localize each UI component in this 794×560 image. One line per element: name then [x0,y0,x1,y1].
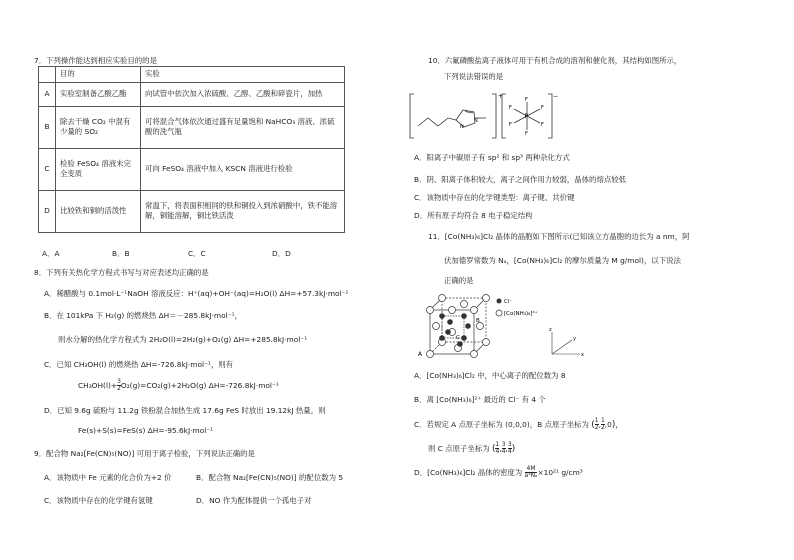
table-row [39,82,345,106]
row-purpose: 实验室制备乙酸乙酯 [56,82,141,106]
legend-chloride: Cl⁻ [504,299,513,305]
q7-table [38,66,345,233]
q10-option-c: C．该物质中存在的化学键类型：离子键、共价键 [414,193,575,202]
fraction: $\frac{1}{2}$ [594,417,599,432]
ionic-liquid-structure-diagram [408,92,558,142]
fraction: $\frac{3}{2}$ [117,378,121,393]
fraction: $\frac{3}{4}$ [507,441,512,456]
row-purpose: 检验 FeSO₄ 溶液未完全变质 [56,148,141,190]
row-key: B [39,106,56,148]
q8-option-a: A．稀醋酸与 0.1mol·L⁻¹NaOH 溶液反应：H⁺(aq)+OH⁻(aq)=H₂O(l) ΔH=+57.3kJ·mol⁻¹ [44,289,349,298]
f-atom-label: F [525,131,528,137]
f-atom-label: F [541,105,544,111]
q11-option-c-line2: 则 C 点原子坐标为 ( $\frac{1}{4}$ , $\frac{3}{4}$ , $\frac{3}{4}$ ) [428,441,516,456]
n-atom-label: N [460,124,464,130]
q8-option-c-line1: C．已知 CH₃OH(l) 的燃烧热 ΔH=-726.8kJ·mol⁻¹，则有 [44,360,234,369]
anion-charge: − [553,93,558,100]
f-atom-label: F [509,105,512,111]
q10-option-a: A．阳离子中碳原子有 sp² 和 sp³ 两种杂化方式 [414,153,570,162]
q11-option-c-line1: C．若规定 A 点原子坐标为 (0,0,0)，B 点原子坐标为 ( $\frac{1}{2}$ , $\frac{1}{2}$ ,0)， [414,417,623,432]
row-purpose: 除去干燥 CO₂ 中混有少量的 SO₂ [56,106,141,148]
n-atom-label: N [474,118,478,124]
table-header-row [39,67,345,83]
row-experiment: 向试管中依次加入浓硫酸、乙醇、乙酸和碎瓷片，加热 [141,82,345,106]
cation-charge: + [498,93,504,100]
row-key: A [39,82,56,106]
fraction: $\frac{4M}{\text{a³Nₐ}}$ [524,465,538,480]
q10-stem-line2: 下列说法错误的是 [444,72,504,81]
point-b-label: B [476,318,480,324]
f-atom-label: F [525,97,528,103]
row-key: D [39,190,56,232]
q9-option-c: C．该物质中存在的化学键有氢键 [44,496,153,505]
q9-stem: 9．配合物 Na₂[Fe(CN)₅(NO)] 可用于离子检验，下列说法正确的是 [34,449,255,458]
q9-option-d: D．NO 作为配体提供一个孤电子对 [196,496,312,505]
q8-stem: 8．下列有关热化学方程式书写与对应表述均正确的是 [34,268,209,277]
legend-co-complex: [Co(NH₃)₆]²⁺ [504,311,538,317]
table-row [39,190,345,232]
axis-y-label: y [573,336,576,342]
option-d: D．D [272,249,291,258]
q10-stem-line1: 10．六氟磷酸盐离子液体可用于有机合成的溶剂和催化剂，其结构如图所示， [428,56,682,65]
option-c: C．C [188,249,206,258]
q11-stem-line1: 11．[Co(NH₃)₆]Cl₂ 晶体的晶胞如下图所示(已知该立方晶胞的边长为 a nm，阿 [428,232,690,241]
q8-option-d-line1: D．已知 9.6g 硫粉与 11.2g 铁粉混合加热生成 17.6g FeS 时放出 19.12kJ 热量，则 [44,406,326,415]
q9-option-b: B．配合物 Na₂[Fe(CN)₅(NO)] 的配位数为 5 [196,473,344,482]
q11-stem-line3: 正确的是 [444,276,474,285]
q8-option-d-line2: Fe(s)+S(s)=FeS(s) ΔH=-95.6kJ·mol⁻¹ [78,426,214,435]
q11-option-a: A．[Co(NH₃)₆]Cl₂ 中，中心离子的配位数为 8 [414,371,566,380]
point-c-label: C [456,335,460,341]
q7-options [42,249,291,258]
table-header-purpose: 目的 [56,67,141,83]
option-a: A．A [42,249,60,258]
point-a-label: A [418,351,423,358]
fraction: $\frac{1}{4}$ [495,441,500,456]
axis-z-label: z [549,327,552,333]
coordinate-c: ( [491,443,496,454]
q8-option-c-line2: CH₃OH(l)+ $\frac{3}{2}$ O₂(g)=CO₂(g)+2H₂O(g) ΔH=-726.8kJ·mol⁻¹ [78,378,279,393]
f-atom-label: F [541,122,544,128]
table-row [39,148,345,190]
q7-stem: 7．下列操作能达到相应实验目的的是 [34,56,157,65]
q11-stem-line2: 伏加德罗常数为 Nₐ，[Co(NH₃)₆]Cl₂ 的摩尔质量为 M g/mol)，以下说法 [444,256,681,265]
q11-option-b: B．离 [Co(NH₃)₆]²⁺ 最近的 Cl⁻ 有 4 个 [414,395,546,404]
row-experiment: 可将混合气体依次通过盛有足量饱和 NaHCO₃ 溶液、浓硫酸的洗气瓶 [141,106,345,148]
row-experiment: 常温下，将表面积相同的铁和铜投入到浓硝酸中，铁不能溶解，铜能溶解，铜比铁活泼 [141,190,345,232]
axis-x-label: x [581,352,584,358]
q11-option-d: D．[Co(NH₃)₆]Cl₂ 晶体的密度为 $\frac{4M}{\text{a³Nₐ}}$ ×10²¹ g/cm³ [414,465,583,480]
f-atom-label: F [509,122,512,128]
p-atom-label: P [524,113,529,120]
table-header-experiment: 实验 [141,67,345,83]
crystal-cell-diagram [410,292,590,362]
q9-option-a: A．该物质中 Fe 元素的化合价为+2 价 [44,473,172,482]
fraction: $\frac{3}{4}$ [501,441,506,456]
option-b: B．B [112,249,130,258]
coordinate-b: ( [591,419,595,430]
q8-option-b-line2: 则水分解的热化学方程式为 2H₂O(l)=2H₂(g)+O₂(g) ΔH=+285.8kJ·mol⁻¹ [58,335,308,344]
row-purpose: 比较铁和铜的活泼性 [56,190,141,232]
q8-option-b-line1: B．在 101kPa 下 H₂(g) 的燃烧热 ΔH＝－285.8kJ·mol⁻¹， [44,311,242,320]
table-row [39,106,345,148]
q10-option-b: B．阴、阳离子体积较大，离子之间作用力较弱，晶体的熔点较低 [414,175,627,184]
q10-option-d: D．所有原子均符合 8 电子稳定结构 [414,211,533,220]
fraction: $\frac{1}{2}$ [600,417,605,432]
row-key: C [39,148,56,190]
row-experiment: 可向 FeSO₄ 溶液中加入 KSCN 溶液进行检验 [141,148,345,190]
